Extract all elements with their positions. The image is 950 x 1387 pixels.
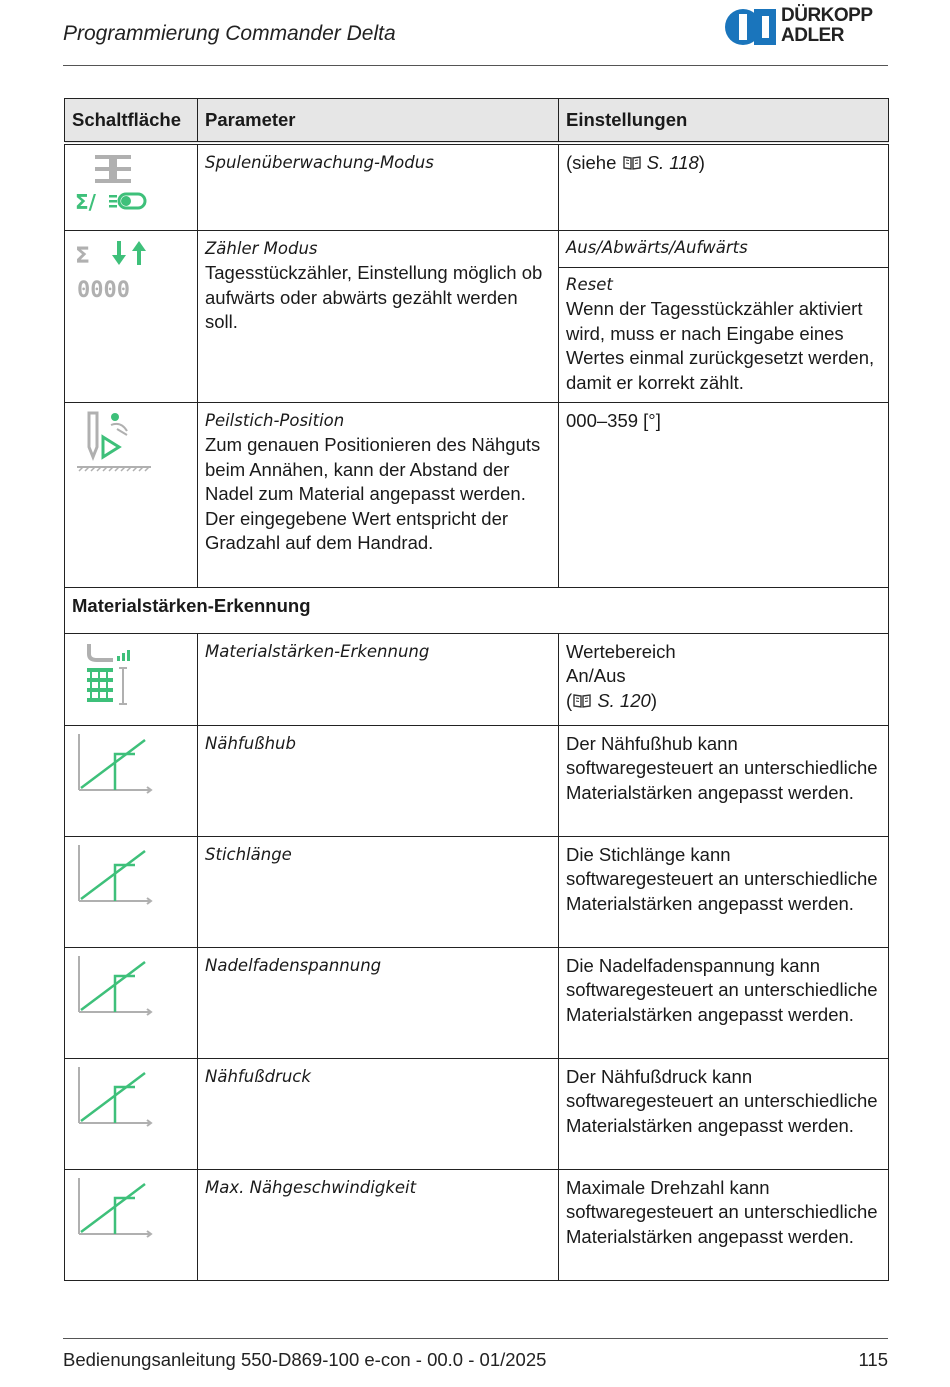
setting-cell: Der Nähfußdruck kann softwaregesteuert an unterschiedliche Materialstärken angepasst werden. (559, 1058, 889, 1169)
table-row (65, 725, 889, 836)
param-title: Stichlänge (205, 844, 292, 864)
graph-icon (73, 952, 153, 1022)
icon-cell (65, 1058, 198, 1169)
param-title: Zähler Modus (205, 238, 318, 258)
logo-line2: ADLER (781, 25, 844, 46)
page-header-title: Programmierung Commander Delta (63, 22, 396, 45)
page-reference[interactable]: S. 118 (646, 152, 699, 173)
param-description: Tagesstückzähler, Einstellung möglich ob aufwärts oder abwärts gezählt werden soll. (205, 262, 543, 332)
param-cell (198, 143, 559, 230)
footer-page-number: 115 (858, 1349, 888, 1370)
column-header-parameter: Parameter (198, 99, 559, 144)
table-row (65, 143, 889, 230)
table-row (65, 633, 889, 725)
setting-cell: Die Nadelfadenspannung kann softwaregesteuert an unterschiedliche Materialstärken angepasst werden. (559, 947, 889, 1058)
table-row (65, 1058, 889, 1169)
parameter-table (64, 98, 889, 1281)
param-cell (198, 230, 559, 402)
icon-cell (65, 633, 198, 725)
reset-description: Wenn der Tagesstückzähler aktiviert wird, muss er nach Eingabe eines Wertes einmal zurückgesetzt werden, damit er korrekt zählt. (566, 298, 875, 393)
param-description: Zum genauen Positionieren des Nähguts beim Annähen, kann der Abstand der Nadel zum Material angepasst werden. Der eingegebene Wert entspricht der Gradzahl auf dem Handrad. (205, 434, 541, 553)
book-icon (572, 693, 592, 709)
logo-line1: DÜRKOPP (781, 5, 873, 26)
footer-document-id: Bedienungsanleitung 550-D869-100 e-con - 00.0 - 01/2025 (63, 1349, 547, 1370)
icon-cell (65, 725, 198, 836)
setting-cell: Die Stichlänge kann softwaregesteuert an unterschiedliche Materialstärken angepasst werden. (559, 836, 889, 947)
setting-cell (559, 633, 889, 725)
table-row (65, 402, 889, 587)
param-cell (198, 1058, 559, 1169)
column-header-settings: Einstellungen (559, 99, 889, 144)
logo-mark-icon (724, 6, 778, 48)
icon-cell (65, 143, 198, 230)
param-cell (198, 947, 559, 1058)
param-title: Peilstich-Position (205, 410, 345, 430)
setting-reference: ( S. 120) (566, 689, 657, 711)
setting-prefix: (siehe (566, 152, 617, 173)
param-title: Spulenüberwachung-Modus (205, 153, 434, 172)
table-header-row (65, 99, 889, 144)
param-title: Max. Nähgeschwindigkeit (205, 1177, 417, 1197)
icon-cell (65, 230, 198, 402)
param-title: Nähfußhub (205, 733, 296, 753)
page-reference[interactable]: S. 120 (597, 689, 651, 711)
section-row (65, 587, 889, 633)
needle-position-icon (73, 407, 153, 477)
param-cell (198, 402, 559, 587)
material-thickness-icon (73, 638, 153, 712)
param-title: Materialstärken-Erkennung (205, 641, 430, 661)
param-title: Nadelfadenspannung (205, 955, 382, 975)
setting-cell (559, 143, 889, 230)
setting-reset (559, 268, 888, 401)
param-title: Nähfußdruck (205, 1066, 311, 1086)
brand-logo (724, 6, 894, 50)
table-row (65, 1169, 889, 1280)
icon-cell (65, 402, 198, 587)
svg-text:Σ: Σ (75, 243, 91, 269)
reset-title: Reset (566, 274, 613, 294)
setting-line1: Wertebereich (566, 640, 676, 662)
table-row (65, 836, 889, 947)
setting-suffix: ) (698, 152, 705, 173)
svg-text:0000: 0000 (77, 277, 130, 303)
section-title: Materialstärken-Erkennung (65, 587, 889, 633)
setting-cell: Der Nähfußhub kann softwaregesteuert an unterschiedliche Materialstärken angepasst werden. (559, 725, 889, 836)
param-cell (198, 836, 559, 947)
counter-mode-icon (73, 235, 153, 305)
graph-icon (73, 730, 153, 800)
column-header-button: Schaltfläche (65, 99, 198, 144)
table-row (65, 947, 889, 1058)
param-cell (198, 1169, 559, 1280)
param-cell (198, 633, 559, 725)
setting-line2: An/Aus (566, 665, 626, 686)
header-rule (63, 65, 888, 66)
icon-cell (65, 1169, 198, 1280)
icon-cell (65, 947, 198, 1058)
book-icon (622, 155, 642, 171)
setting-cell: Maximale Drehzahl kann softwaregesteuert an unterschiedliche Materialstärken angepasst werden. (559, 1169, 889, 1280)
svg-text:Σ/: Σ/ (75, 190, 96, 214)
logo-text (781, 6, 873, 46)
bobbin-monitoring-icon (73, 149, 153, 219)
table-row (65, 230, 889, 402)
graph-icon (73, 1174, 153, 1244)
setting-cell (559, 230, 889, 402)
param-cell (198, 725, 559, 836)
graph-icon (73, 841, 153, 911)
footer-rule (63, 1338, 888, 1339)
icon-cell (65, 836, 198, 947)
setting-cell: 000–359 [°] (559, 402, 889, 587)
graph-icon (73, 1063, 153, 1133)
setting-options: Aus/Abwärts/Aufwärts (559, 231, 888, 268)
